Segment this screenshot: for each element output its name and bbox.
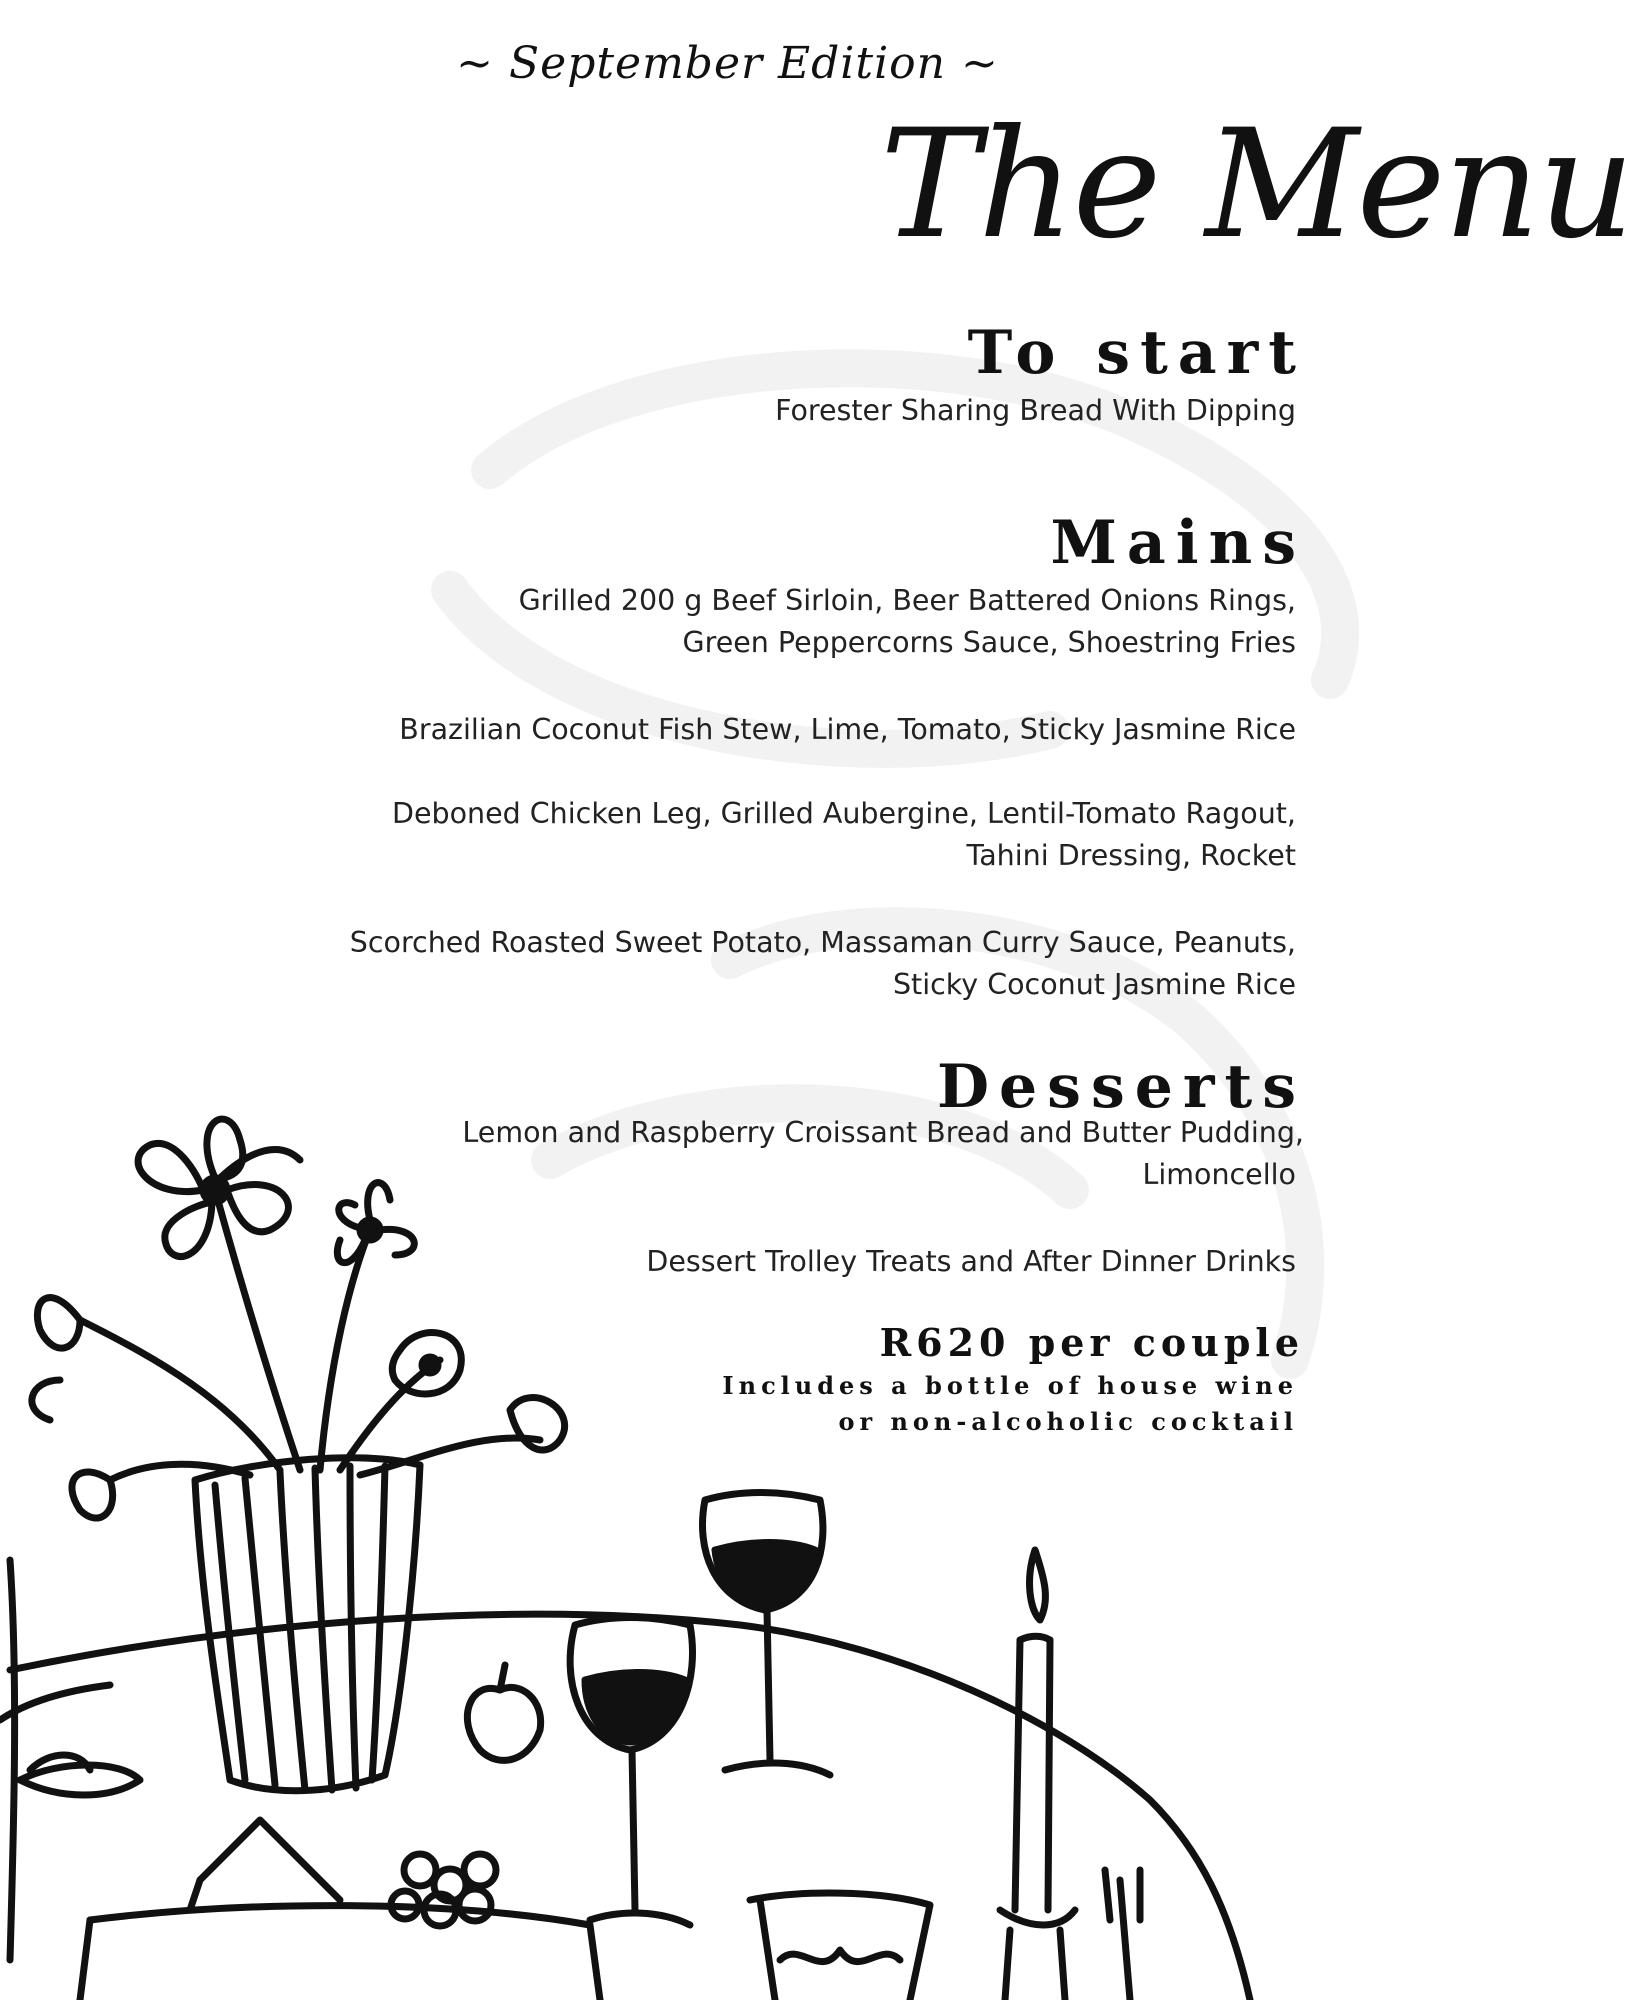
table-setting-illustration: [0, 1080, 1414, 2000]
menu-item: [392, 793, 1296, 877]
menu-item-line: Scorched Roasted Sweet Potato, Massaman Curry Sauce, Peanuts,: [349, 926, 1296, 959]
menu-item-line: Grilled 200 g Beef Sirloin, Beer Battered Onions Rings,: [518, 584, 1296, 617]
edition-label: ~ September Edition ~: [456, 38, 999, 89]
price-label: R620 per couple: [879, 1320, 1304, 1365]
menu-item-line: Deboned Chicken Leg, Grilled Aubergine, Lentil-Tomato Ragout,: [392, 797, 1296, 830]
section-heading-desserts: Desserts: [936, 1052, 1306, 1122]
menu-item: [519, 580, 1296, 664]
menu-item-line: Green Peppercorns Sauce, Shoestring Fries: [682, 626, 1296, 659]
menu-item-line: Forester Sharing Bread With Dipping: [775, 394, 1296, 427]
menu-item-line: Limoncello: [1142, 1158, 1296, 1191]
menu-item-line: Brazilian Coconut Fish Stew, Lime, Tomato, Sticky Jasmine Rice: [399, 713, 1296, 746]
section-heading-mains: Mains: [1050, 508, 1306, 578]
menu-item: [350, 922, 1296, 1006]
menu-item: [775, 390, 1296, 432]
menu-item-line: Tahini Dressing, Rocket: [966, 839, 1296, 872]
price-note-line: Includes a bottle of house wine: [722, 1371, 1298, 1400]
section-heading-to-start: To start: [967, 318, 1306, 388]
menu-item-line: Lemon and Raspberry Croissant Bread and Butter Pudding,: [462, 1116, 1304, 1149]
menu-item: [399, 709, 1296, 751]
menu-item-line: Sticky Coconut Jasmine Rice: [892, 968, 1296, 1001]
menu-item-line: Dessert Trolley Treats and After Dinner Drinks: [646, 1245, 1296, 1278]
page-title: The Menu: [880, 98, 1633, 272]
price-note-line: or non-alcoholic cocktail: [838, 1407, 1298, 1436]
